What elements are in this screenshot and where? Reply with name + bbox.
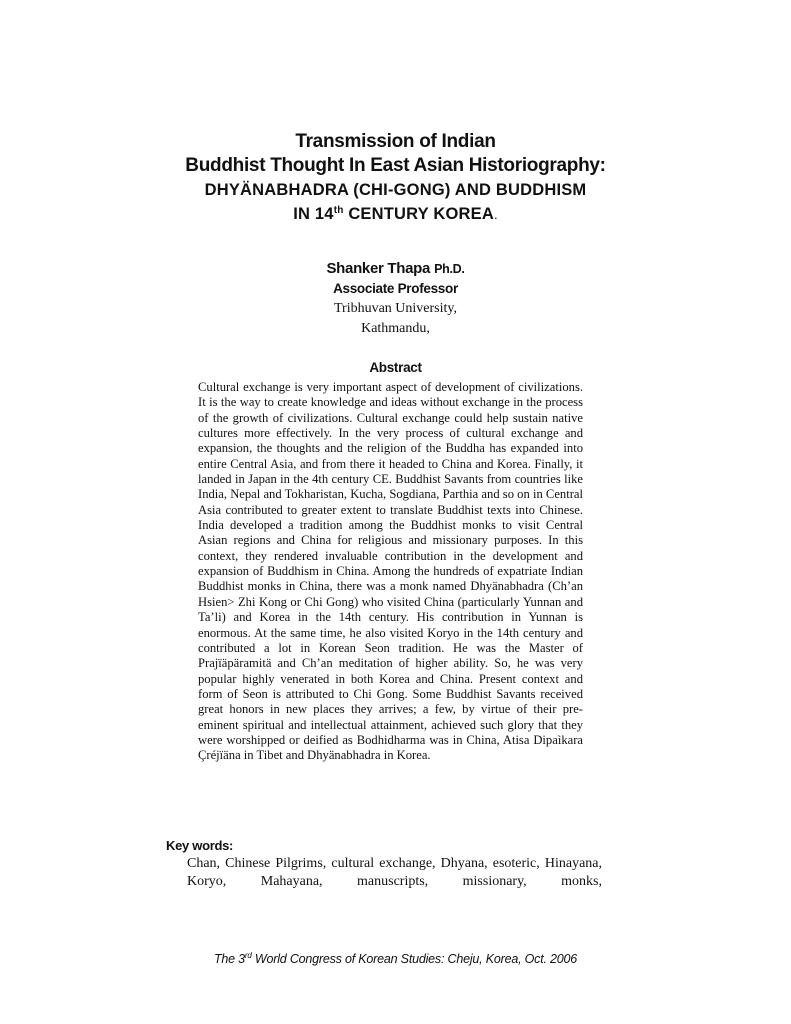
title-line-3: DHYÄNABHADRA (CHI-GONG) AND BUDDHISM	[204, 181, 587, 199]
keywords-body: Chan, Chinese Pilgrims, cultural exchange, Dhyana, esoteric, Hinayana, Koryo, Mahayana, manuscripts, missionary, monks,	[187, 856, 602, 889]
author-name: Shanker Thapa	[326, 260, 431, 277]
title-line-2: Buddhist Thought In East Asian Historiography:	[185, 155, 606, 176]
title-line-4-prefix: IN 14	[293, 205, 334, 223]
author-degree: Ph.D.	[434, 262, 465, 276]
author-info	[0, 259, 791, 339]
abstract-heading: Abstract	[369, 360, 422, 375]
page-footer	[0, 952, 791, 966]
title-line-4	[0, 202, 791, 227]
author-position: Associate Professor	[333, 281, 458, 296]
title-trailing-period: .	[493, 207, 498, 222]
footer-prefix: The 3	[213, 952, 245, 966]
paper-title	[0, 130, 791, 227]
footer-suffix: World Congress of Korean Studies: Cheju, Korea, Oct. 2006	[251, 952, 578, 966]
footer-superscript: rd	[244, 951, 252, 960]
keywords-heading: Key words:	[166, 838, 234, 853]
title-line-1: Transmission of Indian	[295, 131, 496, 152]
author-institution: Tribhuvan University,	[333, 301, 458, 316]
title-line-4-suffix: CENTURY KOREA	[343, 205, 494, 223]
author-name-line	[0, 259, 791, 279]
abstract-body: Cultural exchange is very important aspect of development of civilizations. It is the way to create knowledge and ideas without exchange in the process of the growth of civilizations. Cultural exchange could help sustain native cultures more effectively. In the very process of cultural exchange and expansion, the thoughts and the religion of the Buddha has expanded into entire Central Asia, and from there it headed to China and Korea. Finally, it landed in Japan in the 4th century CE. Buddhist Savants from countries like India, Nepal and Tokharistan, Kucha, Sogdiana, Parthia and so on in Central Asia contributed to greater extent to translate Buddhist texts into Chinese. India developed a tradition among the Buddhist monks to visit Central Asian regions and China for religious and missionary purposes. In this context, they rendered invaluable contribution in the development and expansion of Buddhism in China. Among the hundreds of expatriate Indian Buddhist monks in China, there was a monk named Dhyänabhadra (Ch’an Hsien> Zhi Kong or Chi Gong) who visited China (particularly Yunnan and Ta’li) and Korea in the 14th century. His contribution in Yunnan is enormous. At the same time, he also visited Koryo in the 14th century and contributed a lot in Korean Seon tradition. He was the Master of Prajïäpäramitä and Ch’an meditation of higher ability. So, he was very popular highly venerated in both Korea and China. Present context and form of Seon is attributed to Chi Gong. Some Buddhist Savants received great honors in new places they arrives; a few, by virtue of their pre-eminent spiritual and intellectual attainment, achieved such glory that they were worshipped or deified as Bodhidharma was in China, Atisa Dipaìkara Çréjïäna in Tibet and Dhyänabhadra in Korea.	[198, 380, 583, 763]
author-city: Kathmandu,	[361, 321, 430, 336]
title-line-4-superscript: th	[333, 205, 344, 216]
